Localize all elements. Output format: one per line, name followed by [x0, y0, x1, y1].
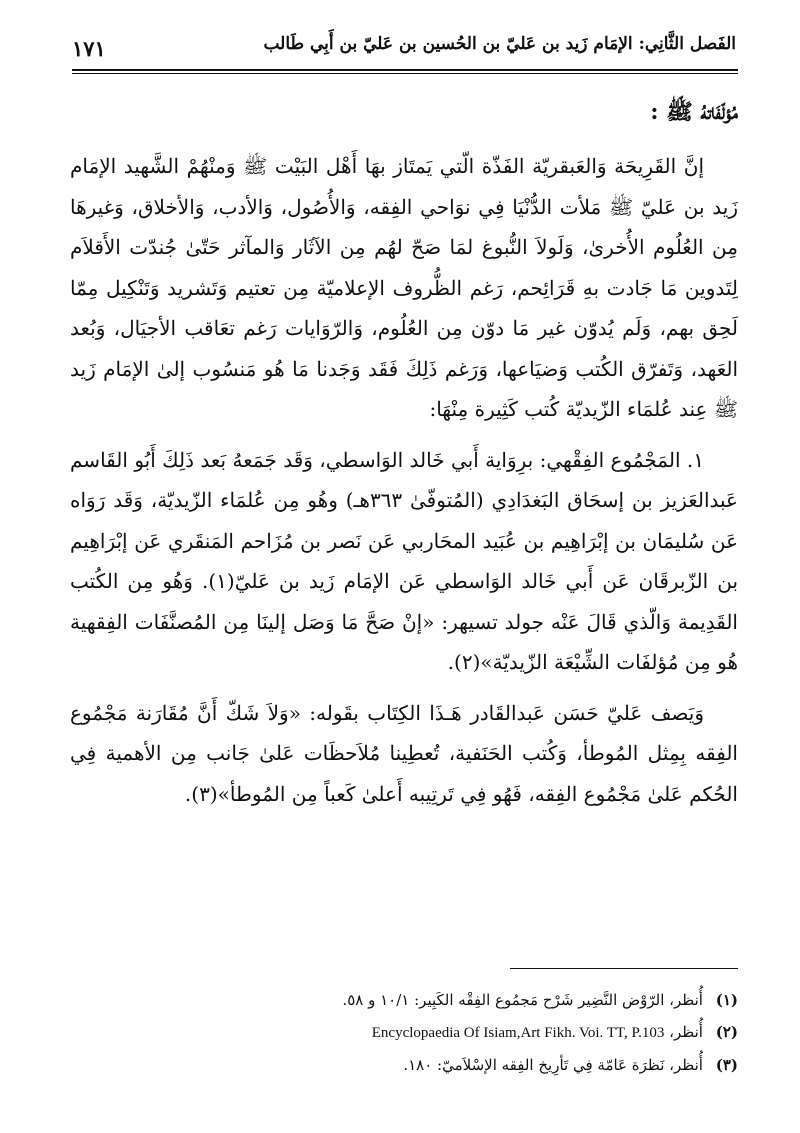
paragraph-ali-hasan-quote: وَيَصف عَليّ حَسَن عَبدالقَادر هَـذَا الكِتَاب بقَوله: «وَلاَ شَكّ أَنَّ مُقَارَنة مَجْمُوع الفِقه بِمِثل المُوطأ، وَكُتب الحَنَفية، تُعطِينا مُلاَحظَات عَلىٰ جَانب مِن الأهمية فِي الحُكم عَلىٰ مَجْمُوع الفِقه، فَهُو فِي تَرتِيبه أَعلىٰ كَعباً مِن المُوطأ»(٣).	[70, 700, 738, 806]
paragraph-majmu-fiqhi: ١. المَجْمُوع الفِقْهي: برِوَاية أَبي خَالد الوَاسطي، وَقَد جَمَعهُ بَعد ذَلِكَ أَبُو القَاسم عَبدالعَزيز بن إسحَاق البَغدَادِي (المُتوفّىٰ ٣٦٣هـ) وهُو مِن عُلمَاء الزّيديّة، وَقَد رَوَاه عَن سُليمَان بن إبْرَاهِيم بن عُبَيد المحَاربي عَن نَصر بن مُزَاحم المَنقَري عَن إبْرَاهِيم بن الزّبرقَان عَن أَبي خَالد الوَاسطي عَن الإمَام زَيد بن عَليّ(١). وَهُو مِن الكُتب القَدِيمة وَالّذي قَالَ عَنْه جولد تسيهر: «إنْ صَحَّ مَا وَصَل إلينَا مِن المُصنَّفَات الفِقهية هُو مِن مُؤلفَات الشِّيْعَة الزّيديّة»(٢).	[70, 447, 739, 674]
footnotes	[70, 984, 738, 1081]
footnote-prefix: أُنظر،	[669, 1023, 703, 1041]
footnote-3	[70, 1049, 738, 1081]
running-header	[72, 32, 736, 68]
main-text	[70, 92, 738, 824]
header-divider	[72, 69, 738, 71]
paragraph-intro: إنَّ القَرِيحَة وَالعَبقريّة الفَذّة الّتي يَمتَاز بهَا أَهْل البَيْت ﷺ وَمنْهُمْ الشَّهيد الإمَام زَيد بن عَليّ ﷺ مَلأت الدُّنْيَا فِي نوَاحي الفِقه، وَالأُصُول، وَالأدب، وَالأخلاق، وَغيرهَا مِن العُلُوم الأُخرىٰ، وَلَولاَ النُّبوغ لمَا صَحّ لهُم مِن الآثَار وَالمآثر حَتّىٰ جُندّت الأَقلاَم لِتَدوين مَا جَادت بهِ قَرَائِحم، رَغم الظُّروف الإعلاميّة مِن تعتيم وَتَشريد وَتَنْكِيل مِمّا لَحِق بهم، وَلَم يُدوّن غير مَا دوّن مِن العُلُوم، وَالرّوَايات رَغم تعَاقب الأجيَال، وَبُعد العَهد، وَتَفرّق الكُتب وَضيَاعها، وَرَغم ذَلِكَ فَقَد وَجَدنا مَا هُو مَنسُوب إلىٰ الإمَام زَيد ﷺ عِند عُلمَاء الزّيديّة كُتب كَثِيرة مِنْهَا:	[70, 154, 738, 421]
header-divider-thin	[72, 73, 738, 74]
footnote-text: أُنظر، الرّوْض النَّضِير شَرْح مَجمُوع الفِقْه الكَبِير: ١٠/١ و ٥٨.	[342, 991, 703, 1009]
footnote-number: (٢)	[715, 1023, 738, 1041]
footnote-1	[70, 984, 738, 1016]
footnote-number: (٣)	[715, 1056, 738, 1074]
footnote-latin-citation: Encyclopaedia Of Isiam,Art Fikh. Voi. TT, P.103	[371, 1025, 665, 1041]
footnote-divider	[510, 968, 738, 969]
chapter-title: الفَصل الثَّانِي: الإمَام زَيد بن عَليّ بن الحُسين بن عَليّ بن أَبِي طَالب	[263, 34, 736, 54]
page-number: ١٧١	[72, 36, 106, 61]
section-heading: مُؤلّفَاتهُ ﷺ :	[650, 99, 738, 125]
footnote-2	[70, 1016, 738, 1049]
footnote-number: (١)	[715, 991, 738, 1009]
footnote-text: أُنظر، نَظرَة عَامّة فِي تَأرِيخ الفِقه الإسْلاَميّ: ١٨٠.	[403, 1056, 703, 1074]
